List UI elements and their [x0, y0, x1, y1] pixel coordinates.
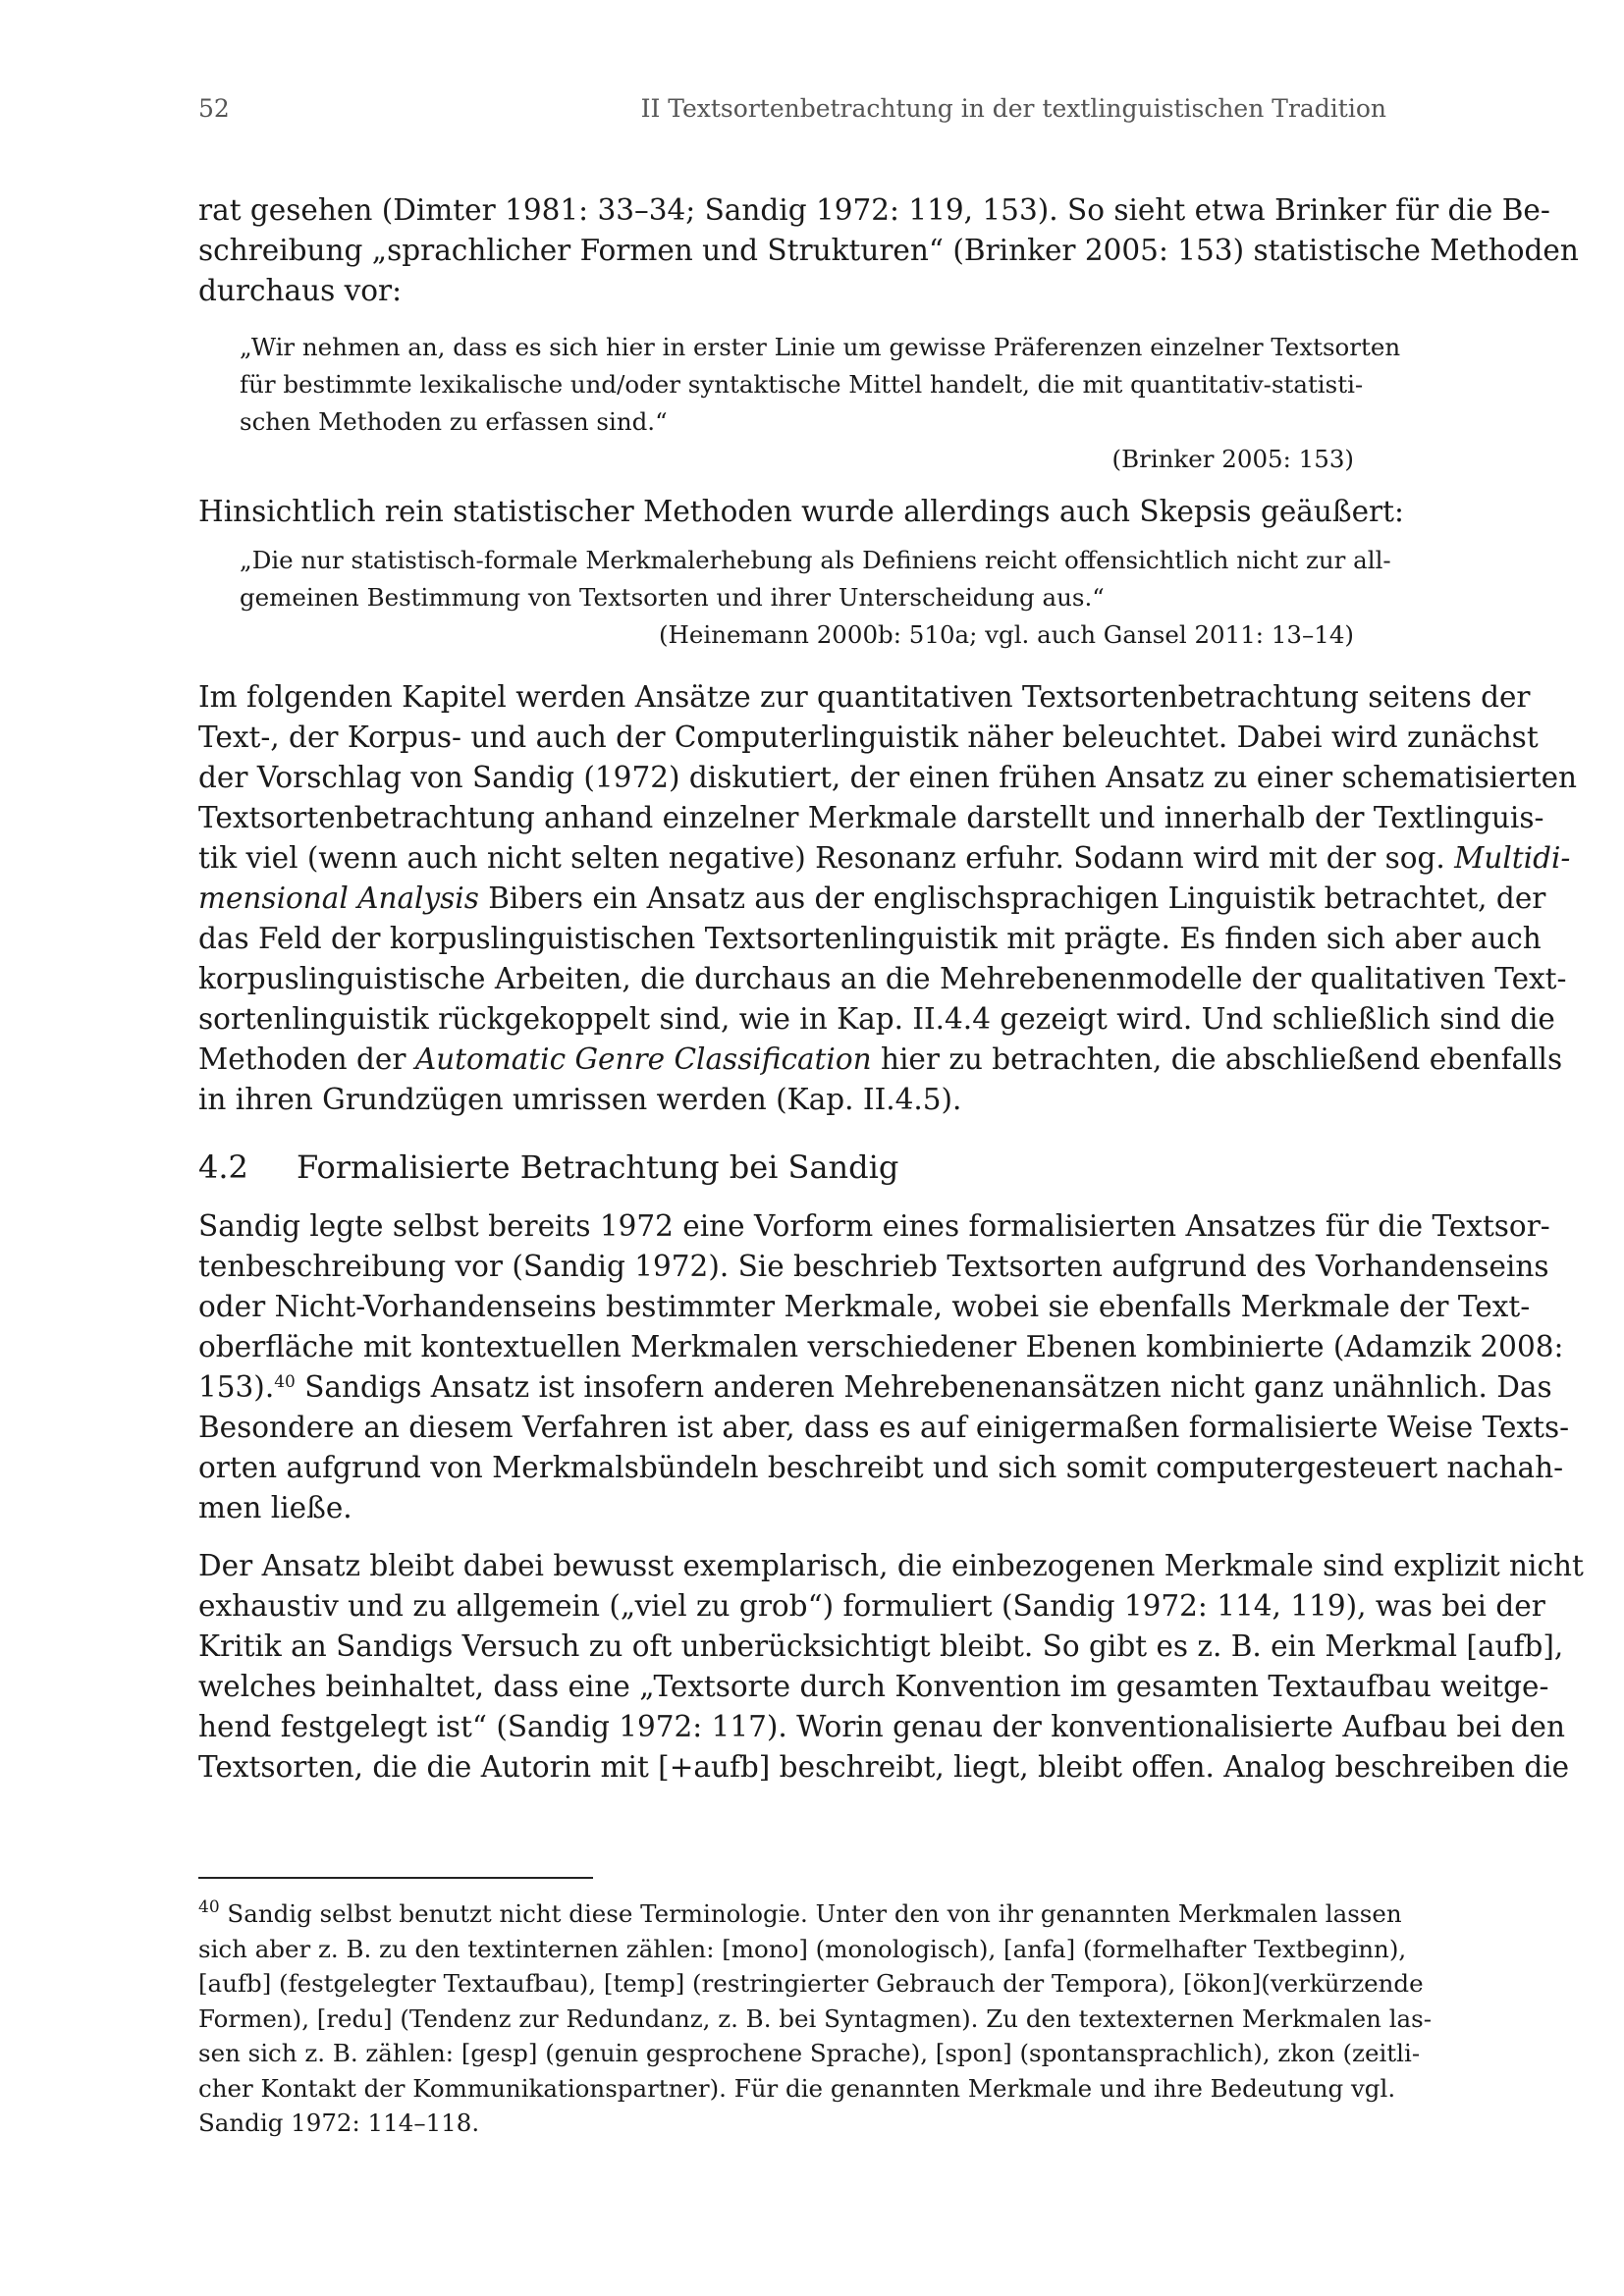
italic-term: mensional Analysis — [198, 881, 479, 915]
text-run: Sandigs Ansatz ist insofern anderen Mehrebenenansätzen nicht ganz unähnlich. Das — [295, 1370, 1552, 1404]
footnote-line: [aufb] (festgelegter Textaufbau), [temp] (restringierter Gebrauch der Tempora), [ökon](verkürzende — [198, 1969, 1424, 1998]
text-line: der Vorschlag von Sandig (1972) diskutiert, der einen frühen Ansatz zu einer schematisierten — [198, 761, 1578, 794]
text-line: Kritik an Sandigs Versuch zu oft unberücksichtigt bleibt. So gibt es z. B. ein Merkmal [aufb], — [198, 1629, 1564, 1663]
paragraph-1 — [198, 190, 1579, 311]
text-line — [198, 1040, 1563, 1080]
text-line: schreibung „sprachlicher Formen und Strukturen“ (Brinker 2005: 153) statistische Methoden — [198, 234, 1579, 267]
text-line: rat gesehen (Dimter 1981: 33–34; Sandig 1972: 119, 153). So sieht etwa Brinker für die Be- — [198, 193, 1550, 227]
paragraph-4 — [198, 1206, 1570, 1528]
text-line: Besondere an diesem Verfahren ist aber, dass es auf einigermaßen formalisierte Weise Texts- — [198, 1411, 1570, 1444]
section-number: 4.2 — [198, 1148, 248, 1186]
italic-term: Automatic Genre Classification — [414, 1042, 872, 1076]
paragraph-5 — [198, 1546, 1584, 1788]
running-header — [198, 94, 1386, 123]
text-line: oder Nicht-Vorhandenseins bestimmter Merkmale, wobei sie ebenfalls Merkmale der Text- — [198, 1290, 1531, 1323]
text-run: Bibers ein Ansatz aus der englischsprachigen Linguistik betrachtet, der — [478, 881, 1546, 915]
text-line: oberfläche mit kontextuellen Merkmalen verschiedener Ebenen kombinierte (Adamzik 2008: — [198, 1330, 1564, 1363]
block-quote-heinemann — [240, 542, 1391, 654]
text-line: das Feld der korpuslinguistischen Textsortenlinguistik mit prägte. Es finden sich aber auch — [198, 922, 1542, 955]
text-line: Textsorten, die die Autorin mit [+aufb] beschreibt, liegt, bleibt offen. Analog beschreiben die — [198, 1750, 1570, 1784]
footnote-line: Sandig 1972: 114–118. — [198, 2109, 480, 2137]
footnote-line: cher Kontakt der Kommunikationspartner). Für die genannten Merkmale und ihre Bedeutung vgl. — [198, 2073, 1396, 2103]
text-line: Textsortenbetrachtung anhand einzelner Merkmale darstellt und innerhalb der Textlinguis- — [198, 801, 1544, 834]
footnote-number: 40 — [198, 1897, 220, 1917]
running-title: II Textsortenbetrachtung in der textlinguistischen Tradition — [640, 94, 1386, 123]
text-line: in ihren Grundzügen umrissen werden (Kap. II.4.5). — [198, 1083, 962, 1116]
text-line: men ließe. — [198, 1491, 352, 1524]
quote-citation: (Brinker 2005: 153) — [1111, 445, 1354, 473]
text-line: orten aufgrund von Merkmalsbündeln beschreibt und sich somit computergesteuert nachah- — [198, 1451, 1564, 1484]
text-line — [198, 838, 1571, 879]
text-line — [198, 879, 1546, 919]
quote-line: „Wir nehmen an, dass es sich hier in erster Linie um gewisse Präferenzen einzelner Textsorten — [240, 333, 1401, 361]
text-line: welches beinhaltet, dass eine „Textsorte durch Konvention im gesamten Textaufbau weitge- — [198, 1670, 1549, 1703]
text-line: durchaus vor: — [198, 274, 403, 307]
text-line: hend festgelegt ist“ (Sandig 1972: 117). Worin genau der konventionalisierte Aufbau bei den — [198, 1710, 1565, 1743]
text-line: Sandig legte selbst bereits 1972 eine Vorform eines formalisierten Ansatzes für die Textsor- — [198, 1209, 1550, 1243]
footnote-ref[interactable]: 40 — [274, 1372, 296, 1392]
text-run: Methoden der — [198, 1042, 415, 1076]
quote-line: gemeinen Bestimmung von Textsorten und ihrer Unterscheidung aus.“ — [240, 583, 1105, 612]
section-heading — [198, 1148, 1386, 1187]
text-run: Sandig selbst benutzt nicht diese Terminologie. Unter den von ihr genannten Merkmalen lassen — [219, 1899, 1402, 1928]
quote-citation: (Heinemann 2000b: 510a; vgl. auch Gansel 2011: 13–14) — [658, 620, 1354, 649]
footnote-40 — [198, 1896, 1432, 2141]
section-title: Formalisierte Betrachtung bei Sandig — [297, 1148, 899, 1186]
quote-line: „Die nur statistisch-formale Merkmalerhebung als Definiens reicht offensichtlich nicht zur all- — [240, 546, 1391, 574]
footnote-line: sich aber z. B. zu den textinternen zählen: [mono] (monologisch), [anfa] (formelhafter Textbeginn), — [198, 1934, 1407, 1963]
text-run: hier zu betrachten, die abschließend ebenfalls — [871, 1042, 1563, 1076]
footnote-divider — [198, 1877, 593, 1879]
page-number: 52 — [198, 94, 230, 123]
text-line: Im folgenden Kapitel werden Ansätze zur quantitativen Textsortenbetrachtung seitens der — [198, 680, 1531, 714]
text-line: exhaustiv und zu allgemein („viel zu grob“) formuliert (Sandig 1972: 114, 119), was bei der — [198, 1589, 1545, 1623]
footnote-line: Formen), [redu] (Tendenz zur Redundanz, z. B. bei Syntagmen). Zu den textexternen Merkmalen las- — [198, 2003, 1432, 2033]
text-line: Der Ansatz bleibt dabei bewusst exemplarisch, die einbezogenen Merkmale sind explizit nicht — [198, 1549, 1584, 1582]
footnote-line: sen sich z. B. zählen: [gesp] (genuin gesprochene Sprache), [spon] (spontansprachlich), zkon (zeitli- — [198, 2039, 1421, 2067]
paragraph-3 — [198, 677, 1578, 1120]
text-line: sortenlinguistik rückgekoppelt sind, wie in Kap. II.4.4 gezeigt wird. Und schließlich sind die — [198, 1002, 1555, 1036]
paragraph-2 — [198, 492, 1404, 532]
quote-line: für bestimmte lexikalische und/oder syntaktische Mittel handelt, die mit quantitativ-statisti- — [240, 370, 1364, 399]
block-quote-brinker — [240, 329, 1401, 478]
italic-term: Multidi- — [1454, 841, 1571, 875]
text-line: Hinsichtlich rein statistischer Methoden wurde allerdings auch Skepsis geäußert: — [198, 495, 1404, 528]
page-body — [198, 190, 1584, 1805]
text-line: Text-, der Korpus- und auch der Computerlinguistik näher beleuchtet. Dabei wird zunächst — [198, 721, 1539, 754]
text-line: korpuslinguistische Arbeiten, die durchaus an die Mehrebenenmodelle der qualitativen Text- — [198, 962, 1567, 995]
quote-line: schen Methoden zu erfassen sind.“ — [240, 407, 668, 436]
text-line — [198, 1367, 1552, 1408]
text-line: tenbeschreibung vor (Sandig 1972). Sie beschrieb Textsorten aufgrund des Vorhandenseins — [198, 1250, 1549, 1283]
text-run: tik viel (wenn auch nicht selten negative) Resonanz erfuhr. Sodann wird mit der sog. — [198, 841, 1455, 875]
footnote-line — [198, 1896, 1402, 1932]
text-run: 153). — [198, 1370, 275, 1404]
